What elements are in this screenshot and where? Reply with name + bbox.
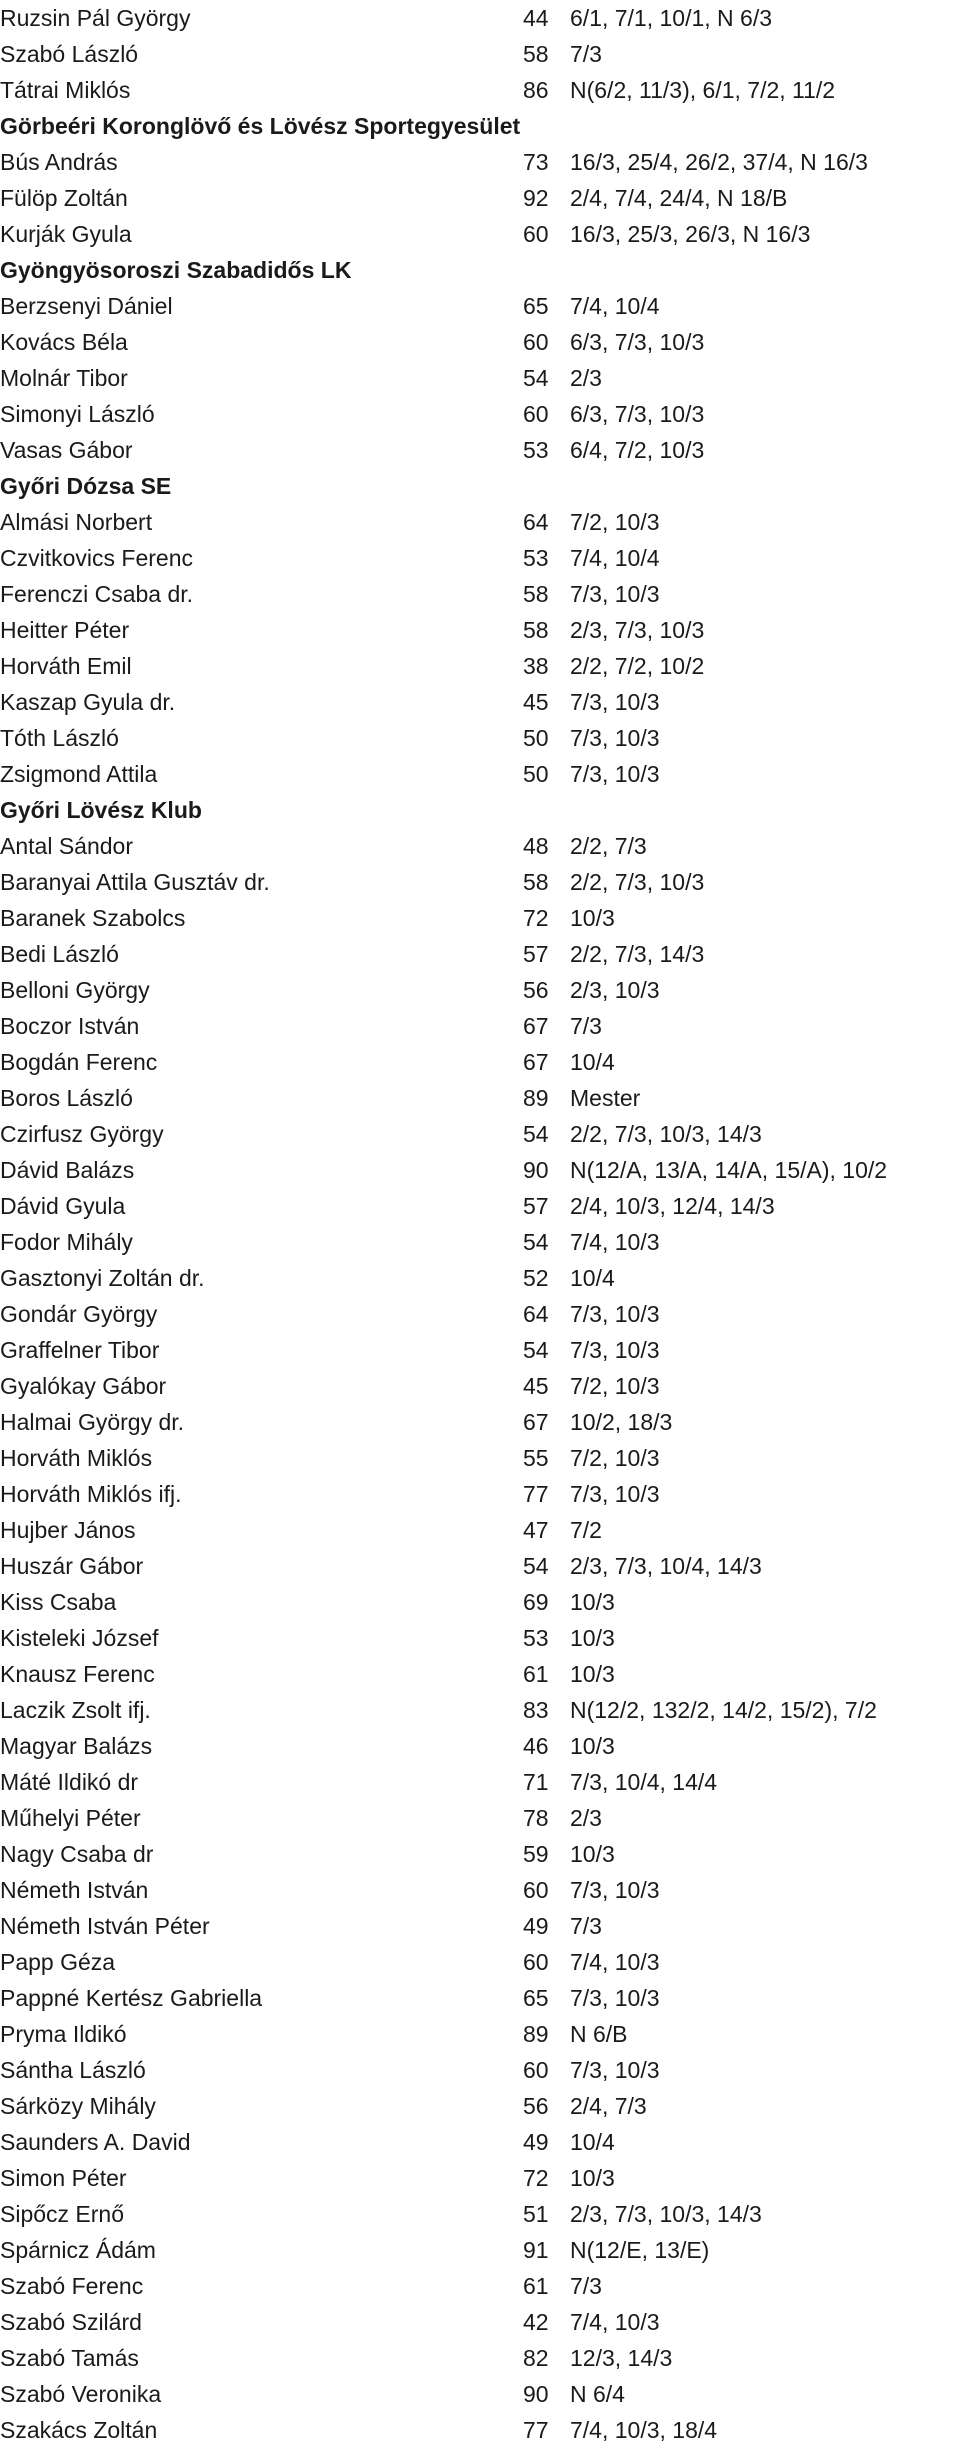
member-classes: N(12/2, 132/2, 14/2, 15/2), 7/2 bbox=[570, 1697, 877, 1723]
member-name: Gondár György bbox=[0, 1301, 158, 1327]
member-classes: 2/2, 7/2, 10/2 bbox=[570, 653, 705, 679]
member-classes: 10/4 bbox=[570, 1049, 615, 1075]
member-score: 72 bbox=[523, 905, 549, 931]
member-score: 54 bbox=[523, 1337, 549, 1363]
member-classes: 2/3 bbox=[570, 1805, 602, 1831]
member-classes: N(6/2, 11/3), 6/1, 7/2, 11/2 bbox=[570, 77, 836, 103]
member-score: 54 bbox=[523, 1553, 549, 1579]
member-score: 38 bbox=[523, 653, 549, 679]
member-classes: 2/4, 7/3 bbox=[570, 2093, 647, 2119]
member-name: Sántha László bbox=[0, 2057, 146, 2083]
member-score: 67 bbox=[523, 1409, 549, 1435]
member-score: 61 bbox=[523, 2273, 549, 2299]
member-score: 54 bbox=[523, 1229, 549, 1255]
member-classes: 7/3, 10/3 bbox=[570, 761, 660, 787]
member-name: Czvitkovics Ferenc bbox=[0, 545, 193, 571]
member-classes: 7/3, 10/3 bbox=[570, 1337, 660, 1363]
member-name: Horváth Miklós ifj. bbox=[0, 1481, 182, 1507]
club-heading: Gyöngyösoroszi Szabadidős LK bbox=[0, 257, 352, 283]
member-name: Czirfusz György bbox=[0, 1121, 164, 1147]
member-classes: 7/3, 10/3 bbox=[570, 1985, 660, 2011]
member-score: 50 bbox=[523, 761, 549, 787]
member-score: 64 bbox=[523, 1301, 549, 1327]
member-name: Kurják Gyula bbox=[0, 221, 132, 247]
member-classes: 10/2, 18/3 bbox=[570, 1409, 673, 1435]
member-score: 72 bbox=[523, 2165, 549, 2191]
member-score: 67 bbox=[523, 1013, 549, 1039]
member-classes: 10/4 bbox=[570, 1265, 615, 1291]
member-name: Berzsenyi Dániel bbox=[0, 293, 173, 319]
member-name: Fülöp Zoltán bbox=[0, 185, 128, 211]
member-score: 60 bbox=[523, 329, 549, 355]
member-score: 49 bbox=[523, 2129, 549, 2155]
member-name: Kovács Béla bbox=[0, 329, 128, 355]
member-name: Szakács Zoltán bbox=[0, 2417, 158, 2443]
member-name: Simon Péter bbox=[0, 2165, 127, 2191]
member-score: 60 bbox=[523, 2057, 549, 2083]
member-score: 53 bbox=[523, 545, 549, 571]
member-classes: 6/3, 7/3, 10/3 bbox=[570, 401, 705, 427]
member-score: 48 bbox=[523, 833, 549, 859]
member-classes: 10/3 bbox=[570, 1589, 615, 1615]
member-score: 71 bbox=[523, 1769, 549, 1795]
member-score: 59 bbox=[523, 1841, 549, 1867]
member-classes: 7/3, 10/3 bbox=[570, 1301, 660, 1327]
member-classes: 2/4, 7/4, 24/4, N 18/B bbox=[570, 185, 788, 211]
member-name: Bogdán Ferenc bbox=[0, 1049, 158, 1075]
member-score: 58 bbox=[523, 581, 549, 607]
member-name: Spárnicz Ádám bbox=[0, 2237, 156, 2263]
member-classes: 10/4 bbox=[570, 2129, 615, 2155]
member-name: Heitter Péter bbox=[0, 617, 130, 643]
member-name: Szabó Veronika bbox=[0, 2381, 162, 2407]
member-score: 44 bbox=[523, 5, 549, 31]
member-classes: 16/3, 25/4, 26/2, 37/4, N 16/3 bbox=[570, 149, 868, 175]
member-name: Baranyai Attila Gusztáv dr. bbox=[0, 869, 270, 895]
member-name: Boczor István bbox=[0, 1013, 140, 1039]
member-name: Antal Sándor bbox=[0, 833, 133, 859]
member-name: Dávid Gyula bbox=[0, 1193, 126, 1219]
member-classes: 7/3 bbox=[570, 41, 602, 67]
member-name: Huszár Gábor bbox=[0, 1553, 144, 1579]
member-score: 53 bbox=[523, 1625, 549, 1651]
member-name: Boros László bbox=[0, 1085, 133, 1111]
member-score: 56 bbox=[523, 977, 549, 1003]
member-name: Máté Ildikó dr bbox=[0, 1769, 139, 1795]
member-score: 91 bbox=[523, 2237, 549, 2263]
member-name: Pryma Ildikó bbox=[0, 2021, 127, 2047]
member-classes: 7/4, 10/4 bbox=[570, 293, 660, 319]
member-classes: 7/3, 10/3 bbox=[570, 581, 660, 607]
member-score: 54 bbox=[523, 365, 549, 391]
member-classes: 10/3 bbox=[570, 905, 615, 931]
member-score: 61 bbox=[523, 1661, 549, 1687]
member-classes: 6/1, 7/1, 10/1, N 6/3 bbox=[570, 5, 773, 31]
member-classes: 2/2, 7/3, 10/3, 14/3 bbox=[570, 1121, 762, 1147]
member-classes: 7/2, 10/3 bbox=[570, 509, 660, 535]
member-classes: 10/3 bbox=[570, 1661, 615, 1687]
member-score: 45 bbox=[523, 1373, 549, 1399]
member-name: Zsigmond Attila bbox=[0, 761, 158, 787]
member-name: Pappné Kertész Gabriella bbox=[0, 1985, 263, 2011]
member-classes: 7/3 bbox=[570, 1913, 602, 1939]
member-classes: 12/3, 14/3 bbox=[570, 2345, 673, 2371]
member-classes: 2/3, 10/3 bbox=[570, 977, 660, 1003]
member-name: Laczik Zsolt ifj. bbox=[0, 1697, 151, 1723]
member-name: Fodor Mihály bbox=[0, 1229, 133, 1255]
member-score: 54 bbox=[523, 1121, 549, 1147]
member-name: Műhelyi Péter bbox=[0, 1805, 141, 1831]
member-score: 83 bbox=[523, 1697, 549, 1723]
member-name: Dávid Balázs bbox=[0, 1157, 135, 1183]
member-classes: N(12/A, 13/A, 14/A, 15/A), 10/2 bbox=[570, 1157, 888, 1183]
member-classes: 7/3, 10/3 bbox=[570, 1481, 660, 1507]
member-score: 65 bbox=[523, 1985, 549, 2011]
member-score: 56 bbox=[523, 2093, 549, 2119]
member-score: 78 bbox=[523, 1805, 549, 1831]
member-classes: 2/3, 7/3, 10/4, 14/3 bbox=[570, 1553, 762, 1579]
member-name: Tátrai Miklós bbox=[0, 77, 131, 103]
member-classes: N 6/B bbox=[570, 2021, 628, 2047]
member-name: Ruzsin Pál György bbox=[0, 5, 191, 31]
member-name: Gyalókay Gábor bbox=[0, 1373, 167, 1399]
member-name: Papp Géza bbox=[0, 1949, 116, 1975]
member-classes: 2/2, 7/3 bbox=[570, 833, 647, 859]
club-heading: Győri Lövész Klub bbox=[0, 797, 202, 823]
member-name: Németh István bbox=[0, 1877, 149, 1903]
member-score: 49 bbox=[523, 1913, 549, 1939]
member-classes: 7/3, 10/3 bbox=[570, 689, 660, 715]
member-name: Szabó Ferenc bbox=[0, 2273, 144, 2299]
member-score: 57 bbox=[523, 1193, 549, 1219]
member-score: 58 bbox=[523, 869, 549, 895]
member-score: 42 bbox=[523, 2309, 549, 2335]
member-score: 51 bbox=[523, 2201, 549, 2227]
member-score: 46 bbox=[523, 1733, 549, 1759]
member-name: Nagy Csaba dr bbox=[0, 1841, 154, 1867]
member-classes: 7/3, 10/4, 14/4 bbox=[570, 1769, 718, 1795]
member-score: 58 bbox=[523, 617, 549, 643]
club-heading: Görbeéri Koronglövő és Lövész Sportegyesület bbox=[0, 113, 521, 139]
member-name: Graffelner Tibor bbox=[0, 1337, 160, 1363]
member-classes: 2/2, 7/3, 10/3 bbox=[570, 869, 705, 895]
member-score: 77 bbox=[523, 2417, 549, 2443]
member-score: 67 bbox=[523, 1049, 549, 1075]
member-score: 64 bbox=[523, 509, 549, 535]
member-name: Kaszap Gyula dr. bbox=[0, 689, 176, 715]
member-classes: 7/3 bbox=[570, 2273, 602, 2299]
member-name: Sipőcz Ernő bbox=[0, 2201, 125, 2227]
member-score: 60 bbox=[523, 1949, 549, 1975]
member-classes: 7/4, 10/3 bbox=[570, 1949, 660, 1975]
member-name: Kiss Csaba bbox=[0, 1589, 117, 1615]
member-classes: 10/3 bbox=[570, 1625, 615, 1651]
member-score: 90 bbox=[523, 2381, 549, 2407]
member-name: Magyar Balázs bbox=[0, 1733, 153, 1759]
member-score: 57 bbox=[523, 941, 549, 967]
member-score: 55 bbox=[523, 1445, 549, 1471]
member-classes: 7/2, 10/3 bbox=[570, 1373, 660, 1399]
member-name: Szabó László bbox=[0, 41, 139, 67]
member-classes: 7/4, 10/3 bbox=[570, 1229, 660, 1255]
member-classes: 7/3, 10/3 bbox=[570, 1877, 660, 1903]
club-heading: Győri Dózsa SE bbox=[0, 473, 172, 499]
member-classes: 6/3, 7/3, 10/3 bbox=[570, 329, 705, 355]
member-score: 52 bbox=[523, 1265, 549, 1291]
member-score: 58 bbox=[523, 41, 549, 67]
member-name: Almási Norbert bbox=[0, 509, 153, 535]
member-name: Németh István Péter bbox=[0, 1913, 210, 1939]
member-classes: 7/3 bbox=[570, 1013, 602, 1039]
member-classes: 7/4, 10/3 bbox=[570, 2309, 660, 2335]
member-name: Horváth Emil bbox=[0, 653, 132, 679]
member-score: 73 bbox=[523, 149, 549, 175]
member-name: Szabó Szilárd bbox=[0, 2309, 142, 2335]
member-name: Ferenczi Csaba dr. bbox=[0, 581, 194, 607]
member-name: Tóth László bbox=[0, 725, 119, 751]
member-score: 90 bbox=[523, 1157, 549, 1183]
member-classes: N 6/4 bbox=[570, 2381, 625, 2407]
member-name: Saunders A. David bbox=[0, 2129, 191, 2155]
member-classes: 7/2, 10/3 bbox=[570, 1445, 660, 1471]
member-classes: 2/3 bbox=[570, 365, 602, 391]
member-name: Hujber János bbox=[0, 1517, 136, 1543]
member-score: 82 bbox=[523, 2345, 549, 2371]
member-name: Bús András bbox=[0, 149, 118, 175]
member-score: 92 bbox=[523, 185, 549, 211]
member-score: 50 bbox=[523, 725, 549, 751]
member-score: 47 bbox=[523, 1517, 549, 1543]
member-classes: 10/3 bbox=[570, 2165, 615, 2191]
member-classes: 7/4, 10/3, 18/4 bbox=[570, 2417, 718, 2443]
member-name: Gasztonyi Zoltán dr. bbox=[0, 1265, 205, 1291]
member-score: 65 bbox=[523, 293, 549, 319]
member-score: 60 bbox=[523, 221, 549, 247]
member-score: 86 bbox=[523, 77, 549, 103]
member-classes: N(12/E, 13/E) bbox=[570, 2237, 710, 2263]
member-name: Simonyi László bbox=[0, 401, 155, 427]
member-classes: 7/3, 10/3 bbox=[570, 725, 660, 751]
member-name: Kisteleki József bbox=[0, 1625, 159, 1651]
member-score: 89 bbox=[523, 2021, 549, 2047]
member-classes: 2/4, 10/3, 12/4, 14/3 bbox=[570, 1193, 775, 1219]
member-score: 60 bbox=[523, 1877, 549, 1903]
member-name: Knausz Ferenc bbox=[0, 1661, 155, 1687]
member-score: 69 bbox=[523, 1589, 549, 1615]
member-classes: 2/3, 7/3, 10/3, 14/3 bbox=[570, 2201, 762, 2227]
member-name: Baranek Szabolcs bbox=[0, 905, 186, 931]
member-name: Sárközy Mihály bbox=[0, 2093, 156, 2119]
member-name: Szabó Tamás bbox=[0, 2345, 139, 2371]
member-score: 89 bbox=[523, 1085, 549, 1111]
member-name: Molnár Tibor bbox=[0, 365, 128, 391]
member-score: 45 bbox=[523, 689, 549, 715]
member-classes: 16/3, 25/3, 26/3, N 16/3 bbox=[570, 221, 811, 247]
member-classes: 2/3, 7/3, 10/3 bbox=[570, 617, 705, 643]
member-score: 77 bbox=[523, 1481, 549, 1507]
member-classes: 2/2, 7/3, 14/3 bbox=[570, 941, 705, 967]
member-classes: 10/3 bbox=[570, 1841, 615, 1867]
member-classes: 6/4, 7/2, 10/3 bbox=[570, 437, 705, 463]
member-name: Vasas Gábor bbox=[0, 437, 133, 463]
member-classes: 7/4, 10/4 bbox=[570, 545, 660, 571]
member-classes: 10/3 bbox=[570, 1733, 615, 1759]
member-score: 60 bbox=[523, 401, 549, 427]
member-name: Halmai György dr. bbox=[0, 1409, 185, 1435]
member-classes: Mester bbox=[570, 1085, 641, 1111]
member-name: Belloni György bbox=[0, 977, 150, 1003]
member-name: Horváth Miklós bbox=[0, 1445, 153, 1471]
member-classes: 7/3, 10/3 bbox=[570, 2057, 660, 2083]
member-classes: 7/2 bbox=[570, 1517, 602, 1543]
member-score: 53 bbox=[523, 437, 549, 463]
member-name: Bedi László bbox=[0, 941, 119, 967]
